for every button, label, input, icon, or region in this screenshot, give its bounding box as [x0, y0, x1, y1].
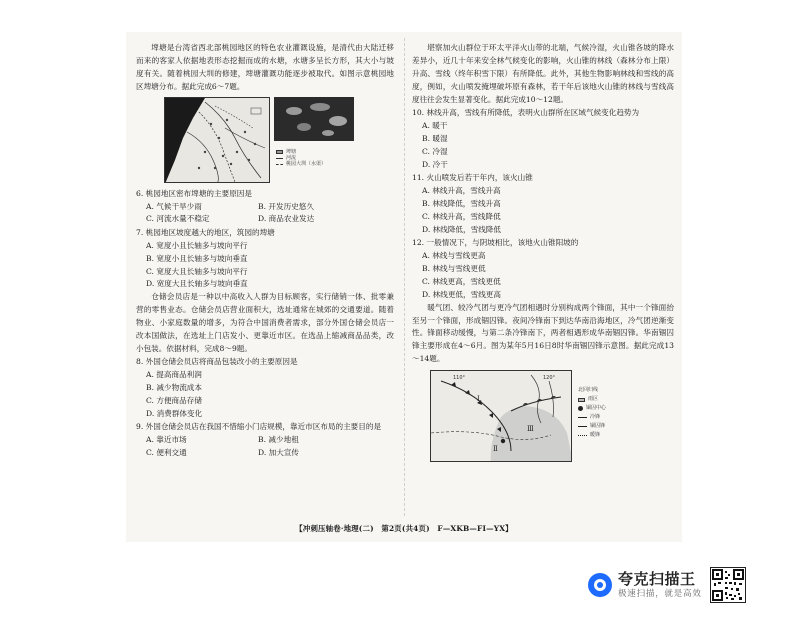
map-drawing	[165, 98, 270, 183]
option-c: C. 方便商品存储	[146, 396, 202, 406]
passage-intro-4: 暖气团、较冷气团与更冷气团相遇时分别构成两个锋面，其中一个锋面抬至另一个锋面，形成锢囚锋。夜间冷锋南下到达华南沿海地区，冷气团逆渐变性。锋面移动缓慢，与第二条冷锋南下，两者相遇形成华南锢囚锋。华南锢囚锋主要形成在4～6月。图为某年5月16日8时华南锢囚锋示意图。据此完成13～14题。	[412, 302, 674, 364]
question-9	[136, 421, 394, 460]
passage-intro-1: 埤塘是台湾省西北部桃园地区的特色农业灌溉设施，是清代由大陆迁移而来的客家人依据地表形态挖掘而成的水塘，水塘多呈长方形，其大小与坡度有关。随着桃园大圳的修建，埤塘灌溉功能逐步被取代。如图示意桃园地区埤塘分布。据此完成6～7题。	[136, 43, 394, 91]
option-d: D. 商品农业发达	[258, 214, 315, 224]
south-china-weather-map	[430, 370, 572, 462]
option-c: C. 林线升高，雪线降低	[422, 211, 501, 221]
legend-label: 锢囚中心	[586, 405, 607, 412]
option-b: B. 暖湿	[422, 133, 448, 143]
question-stem: 11. 火山喷发后若干年内，该火山锥	[412, 173, 533, 183]
option-b: B. 开发历史悠久	[258, 201, 314, 211]
watermark-slogan: 极速扫描，就是高效	[618, 589, 702, 599]
option-b: B. 林线降低，雪线升高	[422, 198, 501, 208]
question-11	[412, 172, 674, 237]
qr-code-icon	[710, 567, 746, 603]
question-6	[136, 188, 394, 227]
pond-distribution-map	[164, 97, 270, 183]
pond-aerial-photo	[274, 97, 354, 141]
pond-map-legend	[276, 149, 326, 168]
option-a: A. 气候干旱少雨	[146, 201, 202, 211]
option-c: C. 林线更高，雪线更低	[422, 276, 501, 286]
air-mass-label-2: Ⅱ	[493, 445, 498, 454]
watermark-brand: 夸克扫描王	[618, 570, 696, 588]
weather-map-legend	[578, 387, 607, 440]
legend-swatch-river	[276, 158, 283, 159]
option-d: D. 消费群体变化	[146, 409, 203, 419]
legend-swatch-rain	[578, 398, 585, 402]
legend-swatch-occluded-front	[578, 426, 587, 427]
legend-swatch-pond	[276, 150, 283, 154]
legend-swatch-cold-front	[578, 417, 587, 418]
option-c: C. 便利交通	[146, 448, 187, 458]
question-7	[136, 227, 394, 292]
legend-swatch-warm-front	[578, 435, 587, 436]
option-a: A. 暖干	[422, 120, 448, 130]
option-c: C. 宽度大且长轴多与坡向平行	[146, 266, 248, 276]
scanner-watermark	[588, 566, 746, 604]
option-b: B. 林线与雪线更低	[422, 263, 486, 273]
legend-label: 暖锋	[590, 432, 601, 439]
option-b: B. 减少物流成本	[146, 383, 202, 393]
option-d: D. 加大宣传	[258, 448, 300, 458]
air-mass-label-3: Ⅲ	[527, 425, 534, 434]
legend-label: 雨区	[588, 396, 599, 403]
question-stem: 12. 一般情况下，与阴坡相比，该地火山锥阳坡的	[412, 238, 579, 248]
left-column	[136, 42, 394, 460]
figure-pond-map	[164, 97, 354, 185]
legend-label: 埤塘	[286, 148, 297, 155]
figure-occluded-front-map	[430, 370, 630, 464]
option-d: D. 林线更低，雪线更高	[422, 289, 501, 299]
longitude-label-left: 110°	[453, 375, 466, 382]
question-stem: 9. 外国仓储会员店在我国不惜缩小门店规模，靠近市区布局的主要目的是	[136, 422, 382, 432]
question-stem: 8. 外国仓储会员店将商品包装改小的主要原因是	[136, 357, 298, 367]
legend-label: 桃园大圳（水渠）	[286, 161, 327, 168]
longitude-label-right: 120°	[543, 375, 556, 382]
exam-page	[126, 32, 682, 542]
legend-title: 北回归线	[578, 387, 599, 394]
option-a: A. 靠近市场	[146, 435, 187, 445]
quark-logo-icon	[588, 573, 612, 597]
option-d: D. 宽度大且长轴多与坡向垂直	[146, 279, 248, 289]
question-12	[412, 237, 674, 302]
column-divider	[404, 38, 405, 516]
question-8	[136, 356, 394, 421]
right-column	[412, 42, 674, 464]
option-b: B. 宽度小且长轴多与坡向垂直	[146, 253, 248, 263]
watermark-text	[618, 570, 702, 600]
option-c: C. 河流水量不稳定	[146, 214, 210, 224]
option-b: B. 减少地租	[258, 435, 299, 445]
page-footer: 【冲刺压轴卷·地理(二) 第2页(共4页) F—XKB—FI—YX】	[295, 524, 513, 533]
legend-label: 冷锋	[590, 414, 601, 421]
question-10	[412, 107, 674, 172]
option-d: D. 冷干	[422, 159, 448, 169]
option-a: A. 宽度小且长轴多与坡向平行	[146, 240, 248, 250]
option-d: D. 林线降低，雪线降低	[422, 224, 501, 234]
option-a: A. 提高商品利润	[146, 370, 202, 380]
passage-intro-3: 堪察加火山群位于环太平洋火山带的北端，气候冷湿，火山锥各坡的降水差异小，近几十年来安全林气候变化的影响，火山锥的林线（森林分布上限）升高、雪线（终年积雪下限）有所降低。此外，其他生物影响林线和雪线的高度，例如，火山喷发掩埋破坏原有森林，若干年后该地火山锥的林线与雪线高度往往会发生显著变化。据此完成10～12题。	[412, 43, 674, 104]
option-a: A. 林线升高，雪线升高	[422, 185, 501, 195]
legend-label: 河流	[286, 155, 297, 162]
option-c: C. 冷湿	[422, 146, 448, 156]
legend-label: 锢囚锋	[590, 423, 606, 430]
option-a: A. 林线与雪线更高	[422, 251, 486, 260]
air-mass-label-1: Ⅰ	[477, 395, 480, 404]
passage-intro-2: 仓储会员店是一种以中高收入人群为目标顾客，实行储销一体、批零兼营的零售业态。仓储会员店营业面积大，选址通常在城郊的交通要道。随着物业、小家庭数量的增多，为符合中国消费者需求，部分外国仓储会员店一改本国做法，在选址上门店发小、更靠近市区。在选品上缩减商品品类，改小包装。依据材料，完成8～9题。	[136, 292, 394, 353]
question-stem: 10. 林线升高，雪线有所降低，表明火山群所在区域气候变化趋势为	[412, 108, 640, 118]
legend-swatch-occlusion-center	[578, 406, 583, 411]
legend-swatch-canal	[276, 164, 283, 165]
question-stem: 6. 桃园地区密布埤塘的主要原因是	[136, 188, 252, 198]
question-stem: 7. 桃园地区坡度越大的地区，筑园的埤塘	[136, 227, 275, 237]
